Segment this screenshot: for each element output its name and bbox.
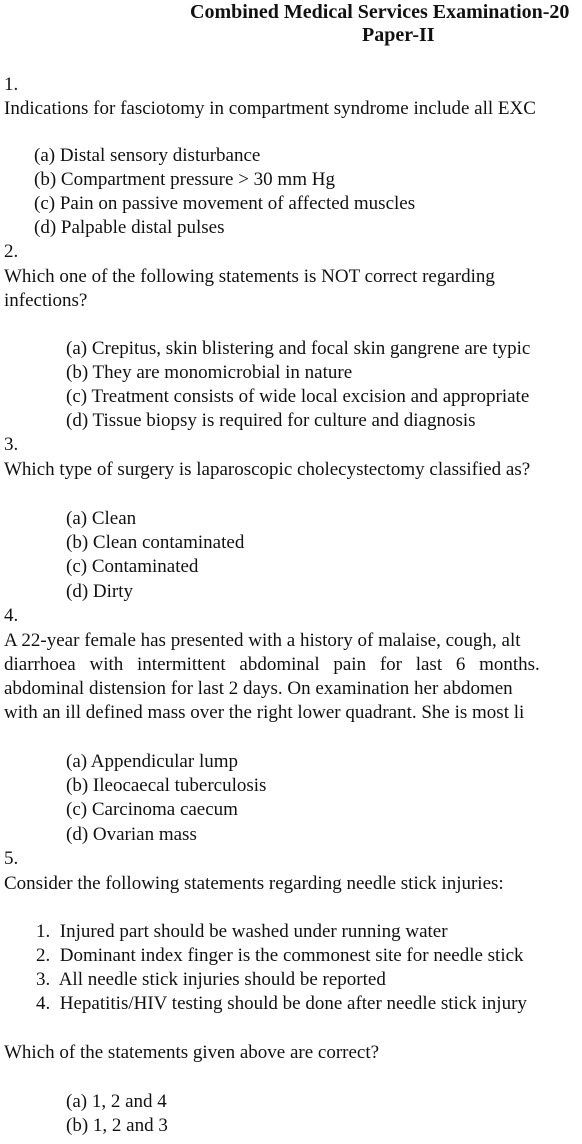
question-text: with an ill defined mass over the right lower quadrant. She is most li: [4, 702, 525, 723]
option: (b) Ileocaecal tuberculosis: [66, 775, 267, 796]
option: (b) Compartment pressure > 30 mm Hg: [34, 169, 335, 190]
option: (c) Pain on passive movement of affected muscles: [34, 193, 416, 214]
option: (d) Palpable distal pulses: [34, 217, 225, 238]
question-number: 4.: [4, 605, 19, 626]
question-number: 1.: [4, 74, 19, 95]
statement-item: 2. Dominant index finger is the commonest site for needle stick: [36, 945, 524, 966]
question-text: Which type of surgery is laparoscopic cholecystectomy classified as?: [4, 459, 531, 480]
question-text: diarrhoea with intermittent abdominal pain for last 6 months.: [4, 654, 540, 675]
question-prompt: Which of the statements given above are correct?: [4, 1042, 380, 1063]
option: (d) Dirty: [66, 581, 134, 602]
option: (a) Appendicular lump: [66, 751, 239, 772]
question-text: Which one of the following statements is NOT correct regarding: [4, 266, 495, 287]
option: (a) Clean: [66, 508, 137, 529]
question-number: 2.: [4, 241, 19, 262]
statement-item: 1. Injured part should be washed under running water: [36, 921, 448, 942]
question-text: Indications for fasciotomy in compartment syndrome include all EXC: [4, 98, 536, 119]
option: (b) They are monomicrobial in nature: [66, 362, 353, 383]
paper-label: Paper-II: [362, 24, 435, 46]
question-number: 3.: [4, 434, 19, 455]
option: (d) Ovarian mass: [66, 824, 197, 845]
option: (c) Carcinoma caecum: [66, 799, 238, 820]
option: (d) Tissue biopsy is required for culture and diagnosis: [66, 410, 476, 431]
question-text: Consider the following statements regarding needle stick injuries:: [4, 873, 504, 894]
statement-item: 4. Hepatitis/HIV testing should be done after needle stick injury: [36, 993, 527, 1014]
option: (a) Crepitus, skin blistering and focal skin gangrene are typic: [66, 338, 531, 359]
question-text: A 22-year female has presented with a history of malaise, cough, alt: [4, 630, 521, 651]
statement-item: 3. All needle stick injuries should be reported: [36, 969, 386, 990]
option: (b) 1, 2 and 3: [66, 1115, 168, 1136]
option: (a) 1, 2 and 4: [66, 1091, 167, 1112]
option: (b) Clean contaminated: [66, 532, 245, 553]
option: (a) Distal sensory disturbance: [34, 145, 261, 166]
exam-title: Combined Medical Services Examination-20: [190, 1, 570, 23]
option: (c) Treatment consists of wide local excision and appropriate: [66, 386, 530, 407]
question-number: 5.: [4, 848, 19, 869]
option: (c) Contaminated: [66, 556, 199, 577]
question-text: abdominal distension for last 2 days. On examination her abdomen: [4, 678, 513, 699]
question-text: infections?: [4, 290, 88, 311]
